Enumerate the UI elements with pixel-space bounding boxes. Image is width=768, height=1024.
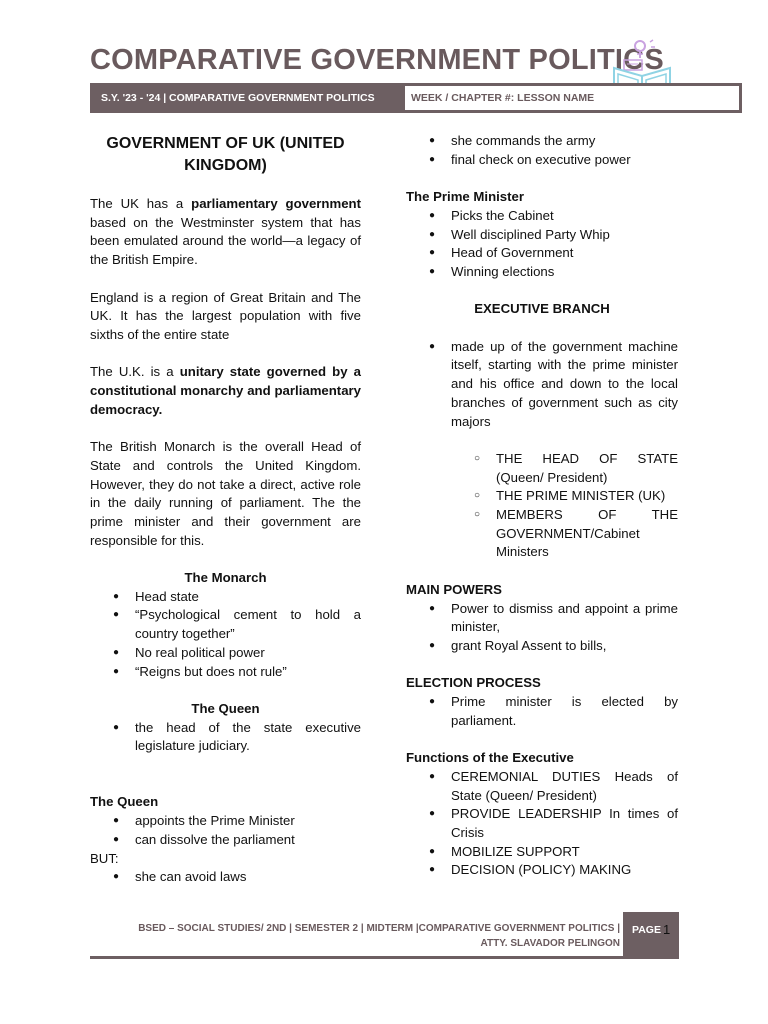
heading-queen: The Queen xyxy=(191,700,260,716)
heading-functions-executive: Functions of the Executive xyxy=(406,750,574,766)
list-item: ● Head of Government xyxy=(406,244,678,263)
list-item: ● made up of the government machine itself, starting with the prime minister and his office and down to the local branches of government such as city majors xyxy=(406,338,678,432)
section-heading-uk: GOVERNMENT OF UK (UNITED KINGDOM) xyxy=(106,135,345,174)
left-column xyxy=(90,133,361,887)
list-prime-minister xyxy=(406,207,678,282)
heading-monarch: The Monarch xyxy=(184,570,267,585)
list-queen-limits xyxy=(90,868,361,887)
right-column xyxy=(406,132,678,880)
list-queen xyxy=(90,719,361,756)
paragraph-england: England is a region of Great Britain and The UK. It has the largest population with five sixths of the entire state xyxy=(90,289,361,342)
but-label: BUT: xyxy=(90,850,119,866)
heading-main-powers: MAIN POWERS xyxy=(406,581,502,597)
list-queen-powers xyxy=(90,812,361,849)
list-item: ● Well disciplined Party Whip xyxy=(406,226,678,245)
list-queen-continued xyxy=(406,132,678,169)
list-item: ● DECISION (POLICY) MAKING xyxy=(406,861,678,880)
paragraph-unitary-state: The U.K. is a unitary state governed by a constitutional monarchy and parliamentary democracy. xyxy=(90,364,361,417)
lesson-name-label: WEEK / CHAPTER #: LESSON NAME xyxy=(405,86,739,110)
list-item: ● Power to dismiss and appoint a prime minister, xyxy=(406,600,678,637)
list-monarch xyxy=(90,588,361,682)
list-item: ● “Reigns but does not rule” xyxy=(90,663,361,682)
list-item: ● appoints the Prime Minister xyxy=(90,812,361,831)
list-item: ● CEREMONIAL DUTIES Heads of State (Queen/ President) xyxy=(406,768,678,805)
list-item: ○ THE HEAD OF STATE (Queen/ President) xyxy=(406,450,678,487)
list-item: ● she commands the army xyxy=(406,132,678,151)
paragraph-british-monarch: The British Monarch is the overall Head of State and controls the United Kingdom. However, they do not take a direct, active role in the daily running of parliament. The the prime minister and their government are responsible for this. xyxy=(90,439,361,548)
list-item: ● “Psychological cement to hold a country together” xyxy=(90,606,361,643)
header-band xyxy=(90,83,742,113)
footer-course-info: BSED – SOCIAL STUDIES/ 2ND | SEMESTER 2 | MIDTERM |COMPARATIVE GOVERNMENT POLITICS | ATTY. SLAVADOR PELINGON xyxy=(138,923,620,949)
list-election-process xyxy=(406,693,678,730)
list-item: ● she can avoid laws xyxy=(90,868,361,887)
heading-queen-powers: The Queen xyxy=(90,794,159,810)
list-item: ● Head state xyxy=(90,588,361,607)
list-item: ● grant Royal Assent to bills, xyxy=(406,637,678,656)
document-title: COMPARATIVE GOVERNMENT POLITICS xyxy=(90,44,664,76)
list-executive-branch xyxy=(406,338,678,432)
list-item: ● Picks the Cabinet xyxy=(406,207,678,226)
list-item: ○ THE PRIME MINISTER (UK) xyxy=(406,487,678,506)
page-number-box xyxy=(623,912,679,956)
list-item: ● can dissolve the parliament xyxy=(90,831,361,850)
paragraph-parliamentary: The UK has a parliamentary government based on the Westminster system that has been emulated around the world—a legacy of the British Empire. xyxy=(90,196,361,268)
footer-divider xyxy=(90,956,679,959)
page-label: PAGE xyxy=(632,924,661,936)
heading-executive-branch: EXECUTIVE BRANCH xyxy=(474,301,610,317)
list-item: ● PROVIDE LEADERSHIP In times of Crisis xyxy=(406,805,678,842)
list-item: ● the head of the state executive legislature judiciary. xyxy=(90,719,361,756)
list-main-powers xyxy=(406,600,678,656)
page-number: 1 xyxy=(663,922,671,937)
list-item: ● Winning elections xyxy=(406,263,678,282)
list-item: ● No real political power xyxy=(90,644,361,663)
sublist-executive-members xyxy=(406,450,678,562)
heading-election-process: ELECTION PROCESS xyxy=(406,675,541,691)
list-item: ● final check on executive power xyxy=(406,151,678,170)
list-item: ○ MEMBERS OF THE GOVERNMENT/Cabinet Ministers xyxy=(406,506,678,562)
heading-prime-minister: The Prime Minister xyxy=(406,189,524,205)
school-year-label: S.Y. '23 - '24 | COMPARATIVE GOVERNMENT POLITICS xyxy=(101,92,375,104)
list-item: ● MOBILIZE SUPPORT xyxy=(406,843,678,862)
list-item: ● Prime minister is elected by parliament. xyxy=(406,693,678,730)
list-functions-executive xyxy=(406,768,678,880)
